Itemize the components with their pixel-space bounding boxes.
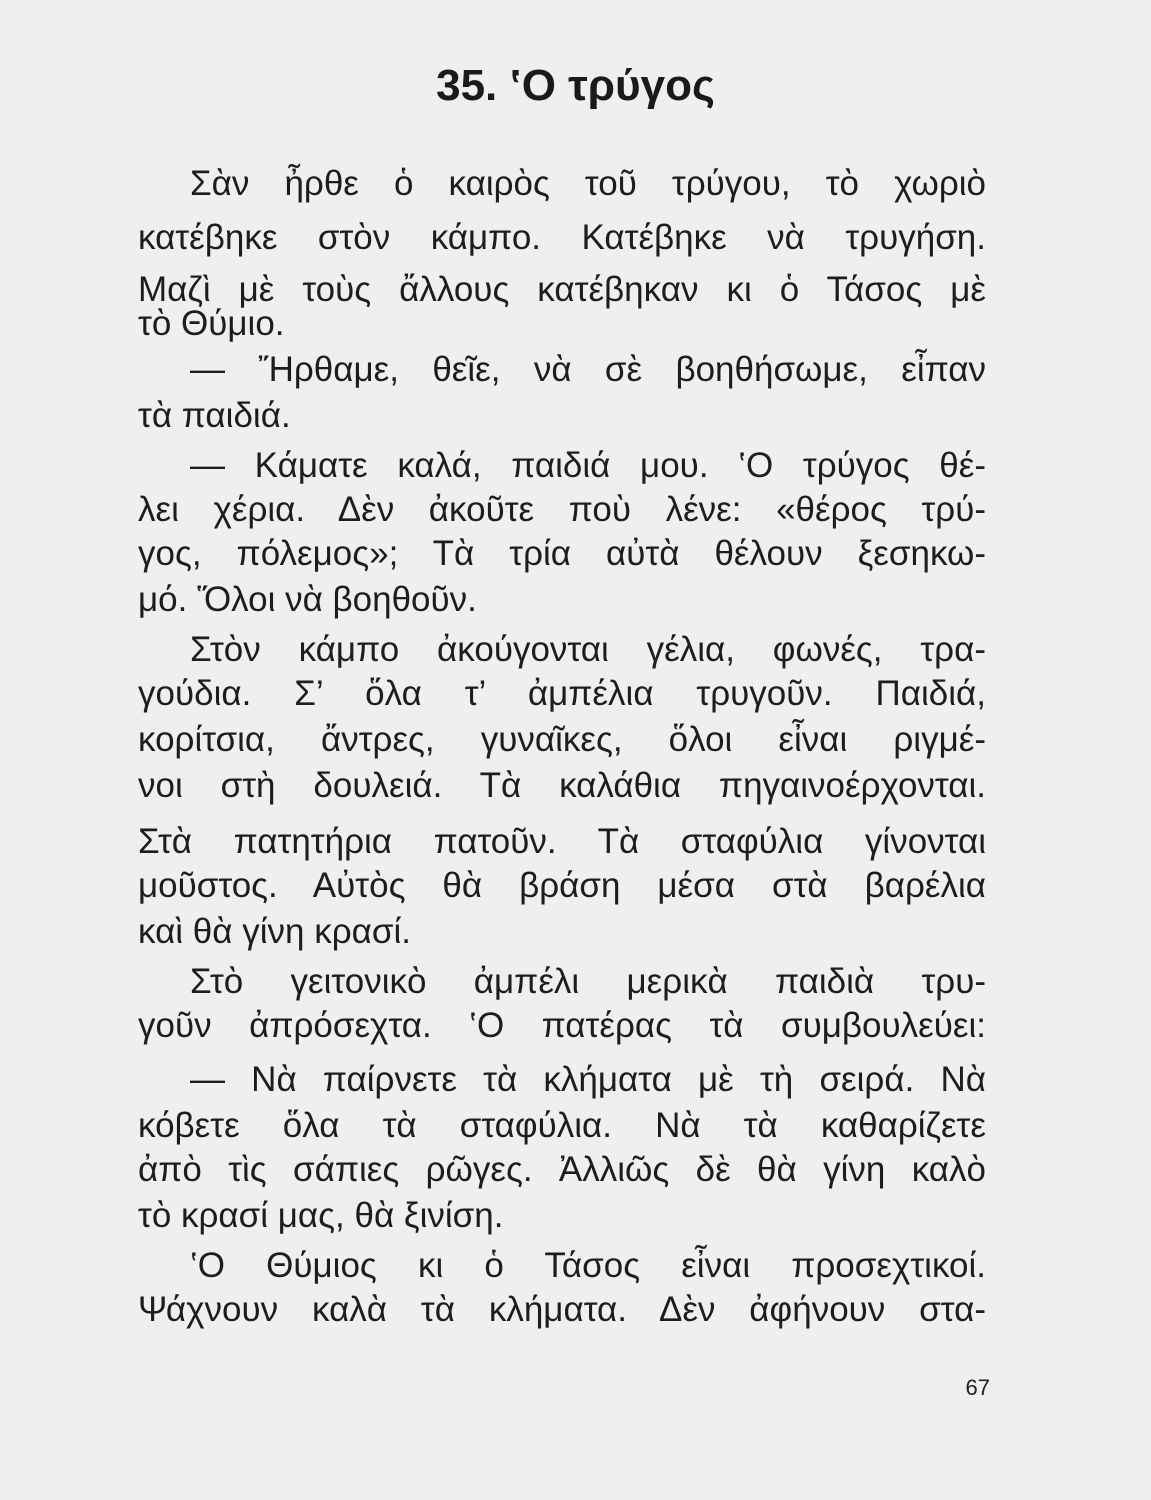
text-line-2: κατέβηκε στὸν κάμπο. Κατέβηκε νὰ τρυγήση.	[138, 218, 986, 257]
text-line-5: — Ἤρθαμε, θεῖε, νὰ σὲ βοηθήσωμε, εἶπαν	[190, 350, 986, 389]
text-line-24: ‛Ο Θύμιος κι ὁ Τάσος εἶναι προσεχτικοί.	[190, 1246, 986, 1285]
text-line-23: τὸ κρασί μας, θὰ ξινίση.	[138, 1196, 504, 1235]
text-line-14: νοι στὴ δουλειά. Τὰ καλάθια πηγαινοέρχονται.	[138, 766, 986, 805]
text-line-15: Στὰ πατητήρια πατοῦν. Τὰ σταφύλια γίνονται	[138, 822, 986, 861]
page-number: 67	[965, 1375, 990, 1400]
text-line-20: — Νὰ παίρνετε τὰ κλήματα μὲ τὴ σειρά. Νὰ	[190, 1060, 986, 1099]
text-line-19: γοῦν ἀπρόσεχτα. ‛Ο πατέρας τὰ συμβουλεύει:	[138, 1006, 986, 1045]
text-line-6: τὰ παιδιά.	[138, 396, 291, 435]
text-line-3: Μαζὶ μὲ τοὺς ἄλλους κατέβηκαν κι ὁ Τάσος μὲ	[138, 270, 986, 309]
text-line-7: — Κάματε καλά, παιδιά μου. ‛Ο τρύγος θέ-	[190, 446, 986, 485]
text-line-25: Ψάχνουν καλὰ τὰ κλήματα. Δὲν ἀφήνουν στα-	[138, 1290, 986, 1329]
text-line-22: ἀπὸ τὶς σάπιες ρῶγες. Ἀλλιῶς δὲ θὰ γίνη καλὸ	[138, 1150, 986, 1189]
text-line-11: Στὸν κάμπο ἀκούγονται γέλια, φωνές, τρα-	[190, 630, 986, 669]
text-line-1: Σὰν ἦρθε ὁ καιρὸς τοῦ τρύγου, τὸ χωριὸ	[190, 164, 986, 203]
text-line-10: μό. Ὅλοι νὰ βοηθοῦν.	[138, 580, 477, 619]
chapter-title: 35. ‛Ο τρύγος	[436, 61, 715, 110]
text-line-13: κορίτσια, ἄντρες, γυναῖκες, ὅλοι εἶναι ριγμέ-	[138, 720, 986, 759]
text-line-12: γούδια. Σ’ ὅλα τ’ ἀμπέλια τρυγοῦν. Παιδιά,	[138, 674, 986, 713]
text-line-8: λει χέρια. Δὲν ἀκοῦτε ποὺ λένε: «θέρος τρύ-	[138, 490, 986, 529]
text-line-16: μοῦστος. Αὐτὸς θὰ βράση μέσα στὰ βαρέλια	[138, 866, 986, 905]
text-line-18: Στὸ γειτονικὸ ἀμπέλι μερικὰ παιδιὰ τρυ-	[190, 962, 986, 1001]
text-line-21: κόβετε ὅλα τὰ σταφύλια. Νὰ τὰ καθαρίζετε	[138, 1106, 986, 1145]
text-line-9: γος, πόλεμος»; Τὰ τρία αὐτὰ θέλουν ξεσηκω-	[138, 534, 986, 573]
text-line-17: καὶ θὰ γίνη κρασί.	[138, 912, 411, 951]
text-line-4: τὸ Θύμιο.	[138, 304, 285, 343]
